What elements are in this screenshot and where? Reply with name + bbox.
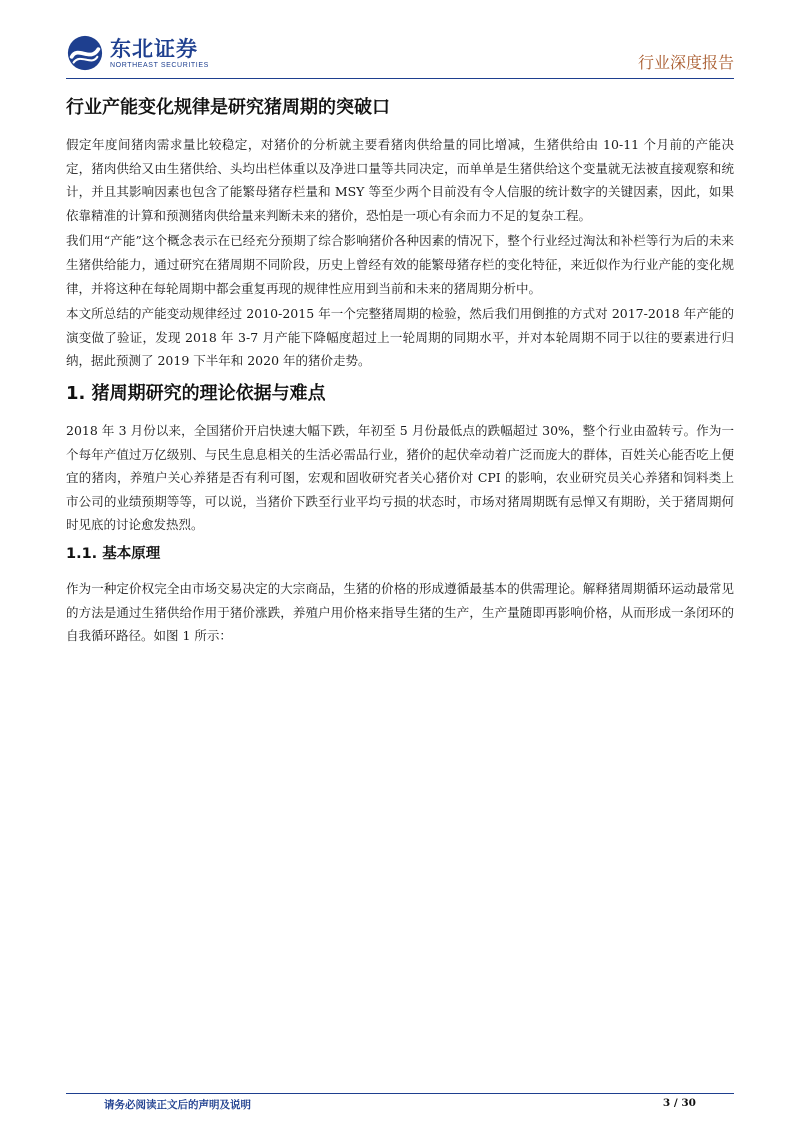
footer-disclaimer-note: 请务必阅读正文后的声明及说明 [104,1099,251,1111]
intro-paragraph-3: 本文所总结的产能变动规律经过 2010-2015 年一个完整猪周期的检验，然后我们用倒推的方式对 2017-2018 年产能的演变做了验证，发现 2018 年 3-7 月产能下降幅度超过上一轮周期的同期水平，并对本轮周期不同于以往的要素进行归纳，据此预测了 2019 下半年和 2020 年的猪价走势。 [66,306,734,369]
chapter-1-title: 1. 猪周期研究的理论依据与难点 [66,382,326,404]
intro-paragraph-2: 我们用“产能”这个概念表示在已经充分预期了综合影响猪价各种因素的情况下，整个行业经过淘汰和补栏等行为后的未来生猪供给能力，通过研究在猪周期不同阶段，历史上曾经有效的能繁母猪存栏的变化特征，来近似作为行业产能的变化规律，并将这种在每轮周期中都会重复再现的规律性应用到当前和未来的猪周期分析中。 [66,233,734,296]
header-divider [66,78,734,79]
brand-name-en: NORTHEAST SECURITIES [110,61,209,69]
logo-text [110,37,209,70]
document-body [66,95,734,650]
intro-paragraph-1: 假定年度间猪肉需求量比较稳定，对猪价的分析就主要看猪肉供给量的同比增减，生猪供给由 10-11 个月前的产能决定，猪肉供给又由生猪供给、头均出栏体重以及净进口量等共同决定，而单单是生猪供给这个变量就无法被直接观察和统计，并且其影响因素也包含了能繁母猪存栏量和 MSY 等至少两个目前没有令人信服的统计数字的关键因素，因此，如果依靠精准的计算和预测猪肉供给量来判断未来的猪价，恐怕是一项心有余而力不足的复杂工程。 [66,137,734,223]
footer-divider [66,1093,734,1094]
page-number: 3 / 30 [662,1097,696,1109]
report-type-label: 行业深度报告 [637,53,734,72]
chapter-1-paragraph: 2018 年 3 月份以来，全国猪价开启快速大幅下跌，年初至 5 月份最低点的跌幅超过 30%，整个行业由盈转亏。作为一个每年产值过万亿级别、与民生息息相关的生活必需品行业，猪价的起伏牵动着广泛而庞大的群体，百姓关心能否吃上便宜的猪肉，养殖户关心养猪是否有利可图，宏观和固收研究者关心猪价对 CPI 的影响，农业研究员关心养猪和饲料类上市公司的业绩预期等等，可以说，当猪价下跌至行业平均亏损的状态时，市场对猪周期既有忌惮又有期盼，关于猪周期何时见底的讨论愈发热烈。 [66,422,734,533]
northeast-securities-logo-icon [66,34,104,72]
intro-title: 行业产能变化规律是研究猪周期的突破口 [66,97,390,118]
section-1-1-title: 1.1. 基本原理 [66,545,161,562]
page-header [66,28,734,78]
section-1-1-paragraph: 作为一种定价权完全由市场交易决定的大宗商品，生猪的价格的形成遵循最基本的供需理论。解释猪周期循环运动最常见的方法是通过生猪供给作用于猪价涨跌，养殖户用价格来指导生猪的生产，生产量随即再影响价格，从而形成一条闭环的自我循环路径。如图 1 所示： [66,580,734,644]
company-logo [66,34,209,72]
brand-name-cn: 东北证券 [110,36,198,61]
